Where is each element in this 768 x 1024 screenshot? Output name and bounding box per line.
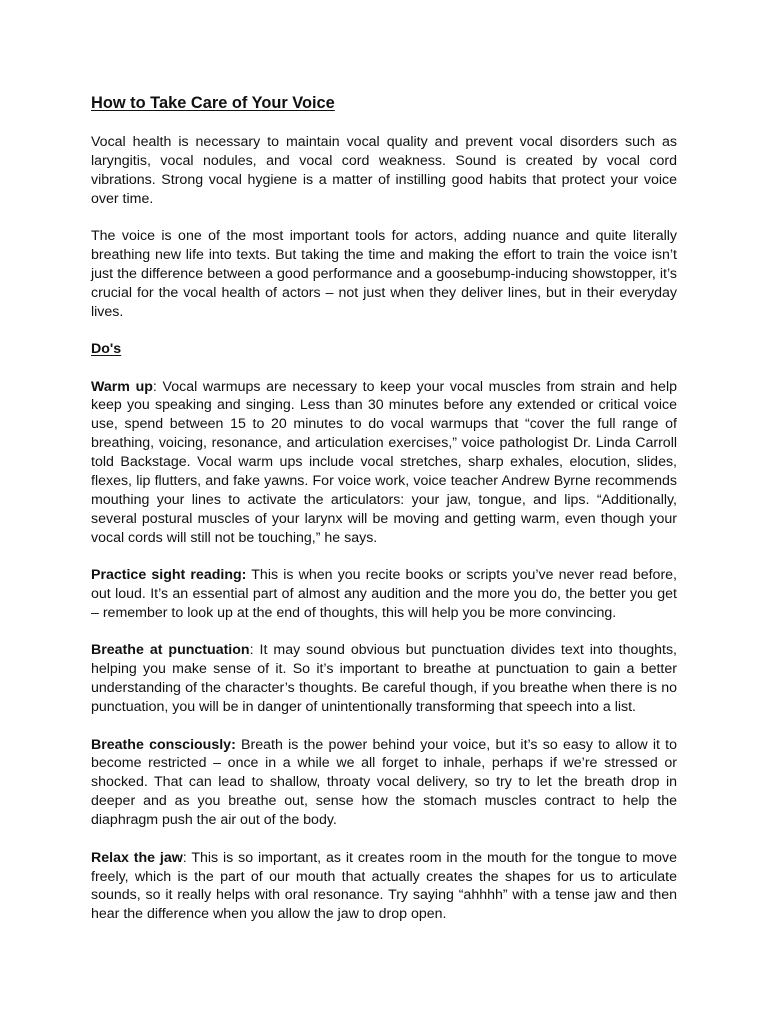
- tip-term: Practice sight reading:: [91, 567, 247, 584]
- tip-text: : Vocal warmups are necessary to keep your vocal muscles from strain and help keep you speaking and singing. Less than 30 minutes before any extended or critical voice use, spend between 15 to 20 minutes to do vocal warmups that “cover the full range of breathing, voicing, resonance, and articulation exercises,” voice pathologist Dr. Linda Carroll told Backstage. Vocal warm ups include vocal stretches, sharp exhales, elocution, slides, flexes, lip flutters, and fake yawns. For voice work, voice teacher Andrew Byrne recommends mouthing your lines to activate the articulators: your jaw, tongue, and lips. “Additionally, several postural muscles of your larynx will be moving and getting warm, even though your vocal cords will still not be touching,” he says.: [91, 378, 677, 546]
- intro-paragraph-2: The voice is one of the most important tools for actors, adding nuance and quite literally breathing new life into texts. But taking the time and making the effort to train the voice isn’t just the difference between a good performance and a goosebump-inducing showstopper, it’s crucial for the vocal health of actors – not just when they deliver lines, but in their everyday lives.: [91, 228, 677, 320]
- intro-paragraph-1: Vocal health is necessary to maintain vocal quality and prevent vocal disorders such as laryngitis, vocal nodules, and vocal cord weakness. Sound is created by vocal cord vibrations. Strong vocal hygiene is a matter of instilling good habits that protect your voice over time.: [91, 134, 677, 207]
- tip-warm-up: [91, 378, 677, 548]
- tip-practice-sight-reading: [91, 566, 677, 623]
- tip-text: This is when you recite books or scripts you’ve never read before, out loud. It’s an essential part of almost any audition and the more you do, the better you get – remember to look up at the end of thoughts, this will help you be more convincing.: [91, 567, 677, 622]
- tip-breathe-consciously: [91, 736, 677, 831]
- document-body: [91, 92, 677, 943]
- tip-breathe-at-punctuation: [91, 641, 677, 717]
- tip-term: Warm up: [91, 378, 153, 395]
- tip-text: : This is so important, as it creates room in the mouth for the tongue to move freely, which is the part of our mouth that actually creates the shapes for us to articulate sounds, so it really helps with oral resonance. Try saying “ahhhh” with a tense jaw and then hear the difference when you allow the jaw to drop open.: [91, 849, 677, 923]
- tip-term: Breathe at punctuation: [91, 642, 250, 659]
- tip-term: Relax the jaw: [91, 849, 183, 866]
- document-title: How to Take Care of Your Voice: [91, 94, 335, 112]
- tip-term: Breathe consciously:: [91, 736, 236, 753]
- dos-heading: Do's: [91, 341, 122, 358]
- tip-text: Breath is the power behind your voice, but it’s so easy to allow it to become restricted – once in a while we all forget to inhale, perhaps if we’re stressed or shocked. That can lead to shallow, throaty vocal delivery, so try to let the breath drop in deeper and as you breathe out, sense how the stomach muscles contract to help the diaphragm push the air out of the body.: [91, 736, 678, 829]
- tip-relax-the-jaw: [91, 849, 677, 925]
- tip-text: : It may sound obvious but punctuation divides text into thoughts, helping you make sense of it. So it’s important to breathe at punctuation to gain a better understanding of the character’s thoughts. Be careful though, if you breathe when there is no punctuation, you will be in danger of unintentionally transforming that speech into a list.: [91, 642, 677, 716]
